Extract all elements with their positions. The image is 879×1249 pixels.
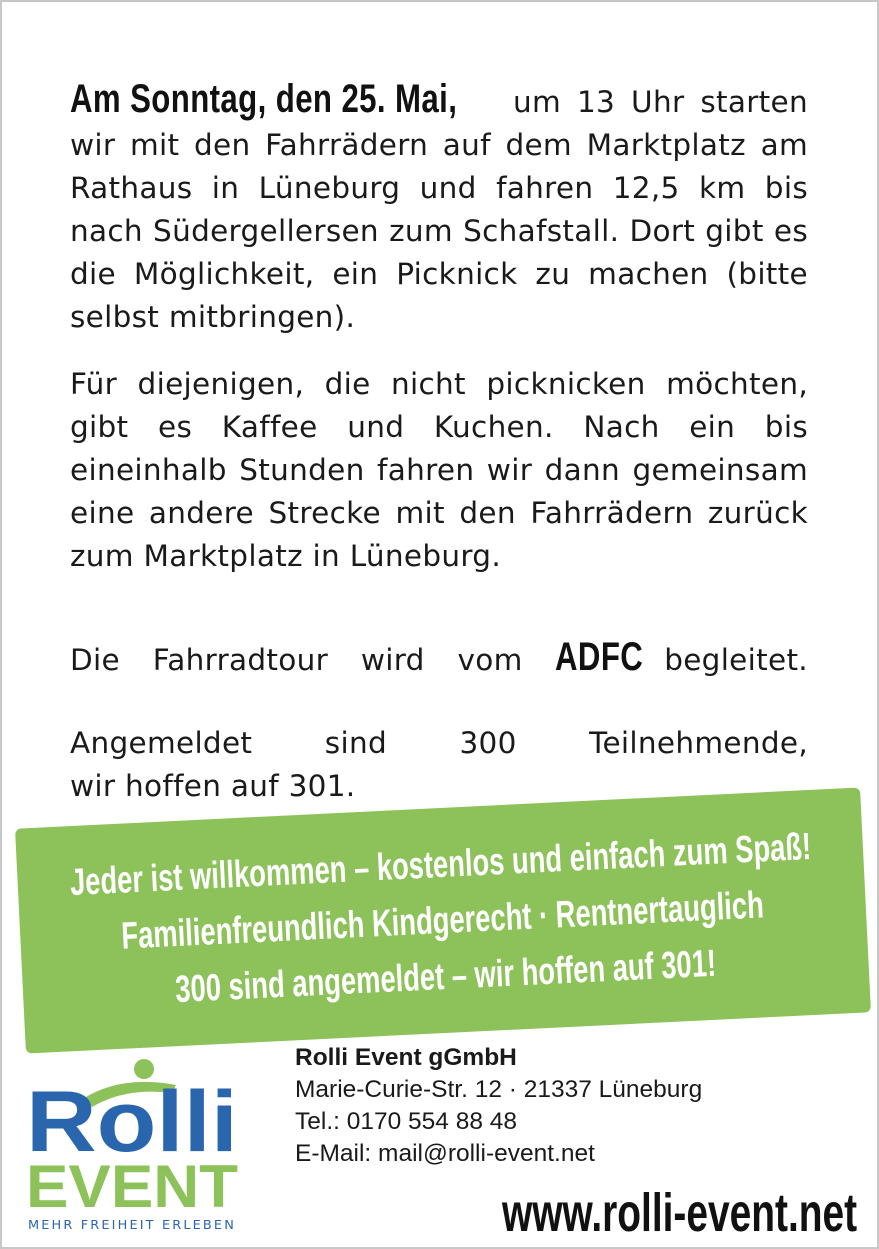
registration-line-1: Angemeldet sind 300 Teilnehmende, [70, 726, 808, 760]
banner-text [15, 787, 871, 1053]
logo-word-rolli: Rolli [26, 1074, 238, 1170]
rolli-event-logo [24, 1057, 242, 1237]
contact-block [295, 1042, 702, 1170]
escort-paragraph [70, 636, 808, 682]
website-url: www.rolli-event.net [501, 1183, 857, 1243]
company-street: Marie-Curie-Str. 12 · 21337 Lüneburg [295, 1076, 703, 1103]
intro-text: um 13 Uhr starten wir mit den Fahrrädern auf dem Marktplatz am Rathaus in Lüneburg und fahren 12,5 km bis nach Südergellersen zum Schafstall. Dort gibt es die Möglichkeit, ein Picknick zu machen (bitte selbst mitbringen). [70, 85, 808, 334]
escort-suffix: begleitet. [664, 643, 808, 677]
details-paragraph: Für diejenigen, die nicht picknicken möchten, gibt es Kaffee und Kuchen. Nach ein bis eineinhalb Stunden fahren wir dann gemeinsam eine andere Strecke mit den Fahrrädern zurück zum Marktplatz in Lüneburg. [70, 367, 808, 573]
banner-line-welcome: Jeder ist willkommen – kostenlos und einfach zum Spaß! [68, 825, 812, 904]
intro-lead: Am Sonntag, den 25. Mai, [70, 77, 458, 121]
intro-paragraph [70, 78, 808, 339]
registration-line-2: wir hoffen auf 301. [70, 769, 356, 803]
banner-line-registered: 300 sind angemeldet – wir hoffen auf 301! [174, 942, 718, 1011]
company-phone: Tel.: 0170 554 88 48 [295, 1108, 518, 1135]
company-email: E-Mail: mail@rolli-event.net [295, 1140, 595, 1167]
logo-word-event: EVENT [26, 1153, 238, 1220]
adfc-name: ADFC [555, 635, 644, 679]
company-name: Rolli Event gGmbH [295, 1044, 517, 1071]
banner-line-family: Familienfreundlich Kindgerecht · Rentnertauglich [120, 883, 766, 958]
logo-tagline: MEHR FREIHEIT ERLEBEN [28, 1218, 237, 1232]
escort-prefix: Die Fahrradtour wird vom [70, 643, 523, 677]
